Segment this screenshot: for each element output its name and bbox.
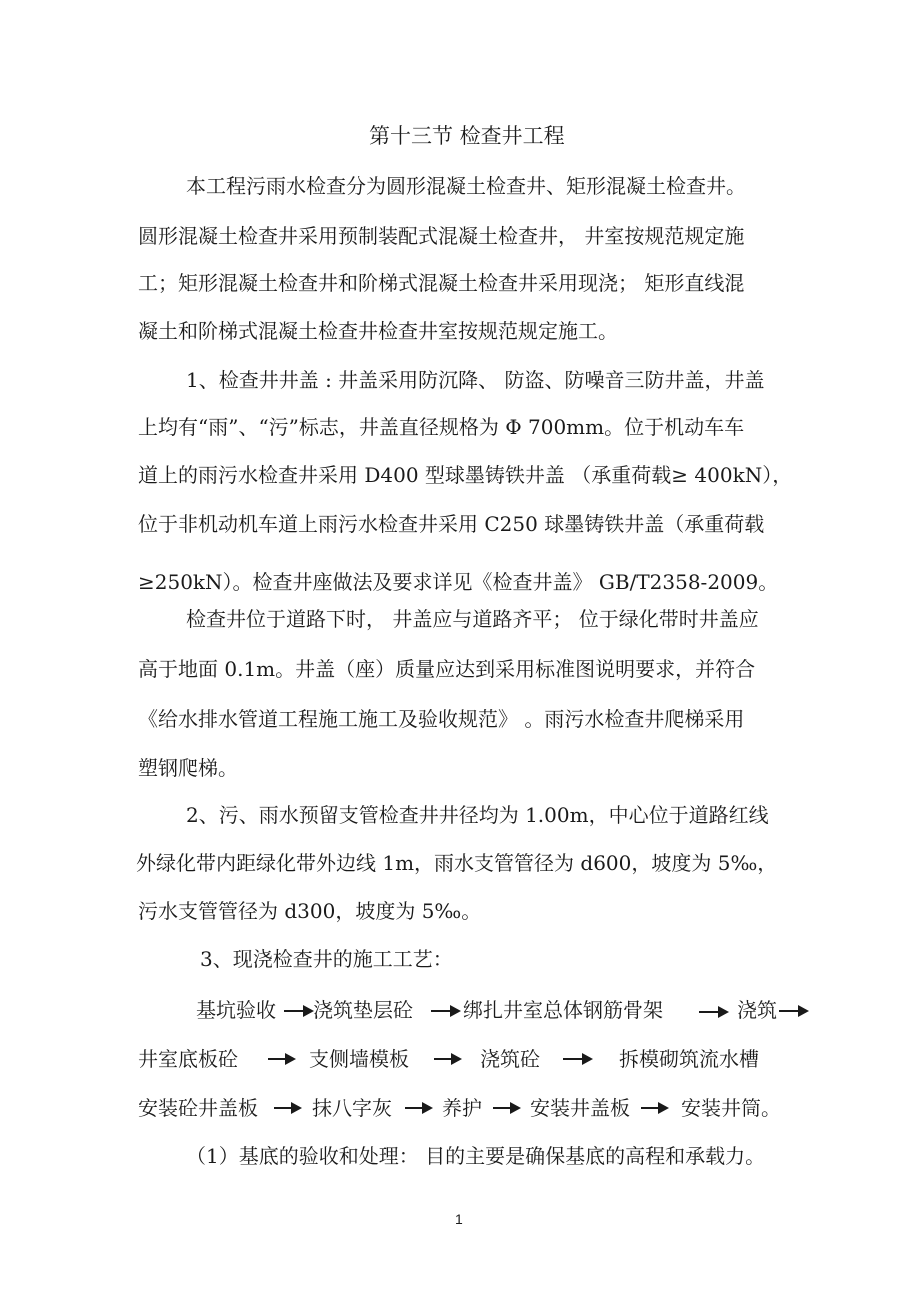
flow-step: 井室底板砼 (138, 1047, 238, 1071)
flow-arrow (779, 1010, 807, 1012)
flow-step: 基坑验收 (196, 998, 276, 1022)
flow-step: 抹八字灰 (312, 1096, 392, 1120)
para-line: （1）基底的验收和处理： 目的主要是确保基底的高程和承载力。 (186, 1144, 766, 1168)
flow-step: 养护 (442, 1096, 482, 1120)
para-line: 上均有“雨”、“污”标志，井盖直径规格为 Φ 700mm。位于机动车车 (138, 415, 745, 439)
para-line: 塑钢爬梯。 (138, 756, 238, 780)
para-line: 位于非机动机车道上雨污水检查井采用 C250 球墨铸铁井盖（承重荷载 (138, 512, 765, 536)
para-line: 3、现浇检查井的施工工艺： (200, 947, 453, 971)
flow-step: 安装砼井盖板 (138, 1096, 258, 1120)
flow-arrow (434, 1058, 460, 1060)
para-line: 检查井位于道路下时， 井盖应与道路齐平； 位于绿化带时井盖应 (186, 607, 759, 631)
flow-step: 浇筑垫层砼 (313, 998, 413, 1022)
flow-arrow (641, 1107, 667, 1109)
para-line: 《给水排水管道工程施工施工及验收规范》 。雨污水检查井爬梯采用 (138, 707, 745, 731)
flow-step: 支侧墙模板 (309, 1047, 409, 1071)
flow-step: 拆模砌筑流水槽 (619, 1047, 759, 1071)
flow-arrow (431, 1010, 459, 1012)
para-line: ≥250kN）。检查井座做法及要求详见《检查井盖》 GB/T2358-2009。 (138, 570, 779, 594)
flow-step: 浇筑 (737, 998, 777, 1022)
flow-step: 安装井盖板 (530, 1096, 630, 1120)
flow-arrow (563, 1058, 591, 1060)
para-line: 外绿化带内距绿化带外边线 1m，雨水支管管径为 d600，坡度为 5‰， (136, 851, 778, 875)
flow-step: 绑扎井室总体钢筋骨架 (463, 998, 663, 1022)
flow-arrow (405, 1107, 431, 1109)
page-number: 1 (455, 1211, 463, 1227)
para-line: 道上的雨污水检查井采用 D400 型球墨铸铁井盖 （承重荷载≥ 400kN）， (138, 463, 793, 487)
para-line: 圆形混凝土检查井采用预制装配式混凝土检查井， 井室按规范规定施 (138, 224, 745, 248)
flow-arrow (274, 1107, 300, 1109)
flow-arrow (268, 1058, 294, 1060)
flow-arrow (493, 1107, 519, 1109)
para-line: 工；矩形混凝土检查井和阶梯式混凝土检查井采用现浇； 矩形直线混 (138, 271, 745, 295)
para-line: 本工程污雨水检查分为圆形混凝土检查井、矩形混凝土检查井。 (186, 174, 746, 198)
para-line: 污水支管管径为 d300，坡度为 5‰。 (138, 899, 482, 923)
page-title: 第十三节 检查井工程 (369, 124, 565, 148)
flow-arrow (284, 1010, 312, 1012)
para-line: 1、检查井井盖 : 井盖采用防沉降、 防盗、防噪音三防井盖，井盖 (186, 368, 765, 392)
para-line: 2、污、雨水预留支管检查井井径均为 1.00m，中心位于道路红线 (186, 803, 769, 827)
para-line: 凝土和阶梯式混凝土检查井检查井室按规范规定施工。 (138, 319, 618, 343)
para-line: 高于地面 0.1m。井盖（座）质量应达到采用标准图说明要求，并符合 (138, 657, 756, 681)
flow-arrow (699, 1011, 727, 1013)
flow-step: 安装井筒。 (681, 1096, 781, 1120)
flow-step: 浇筑砼 (480, 1047, 540, 1071)
